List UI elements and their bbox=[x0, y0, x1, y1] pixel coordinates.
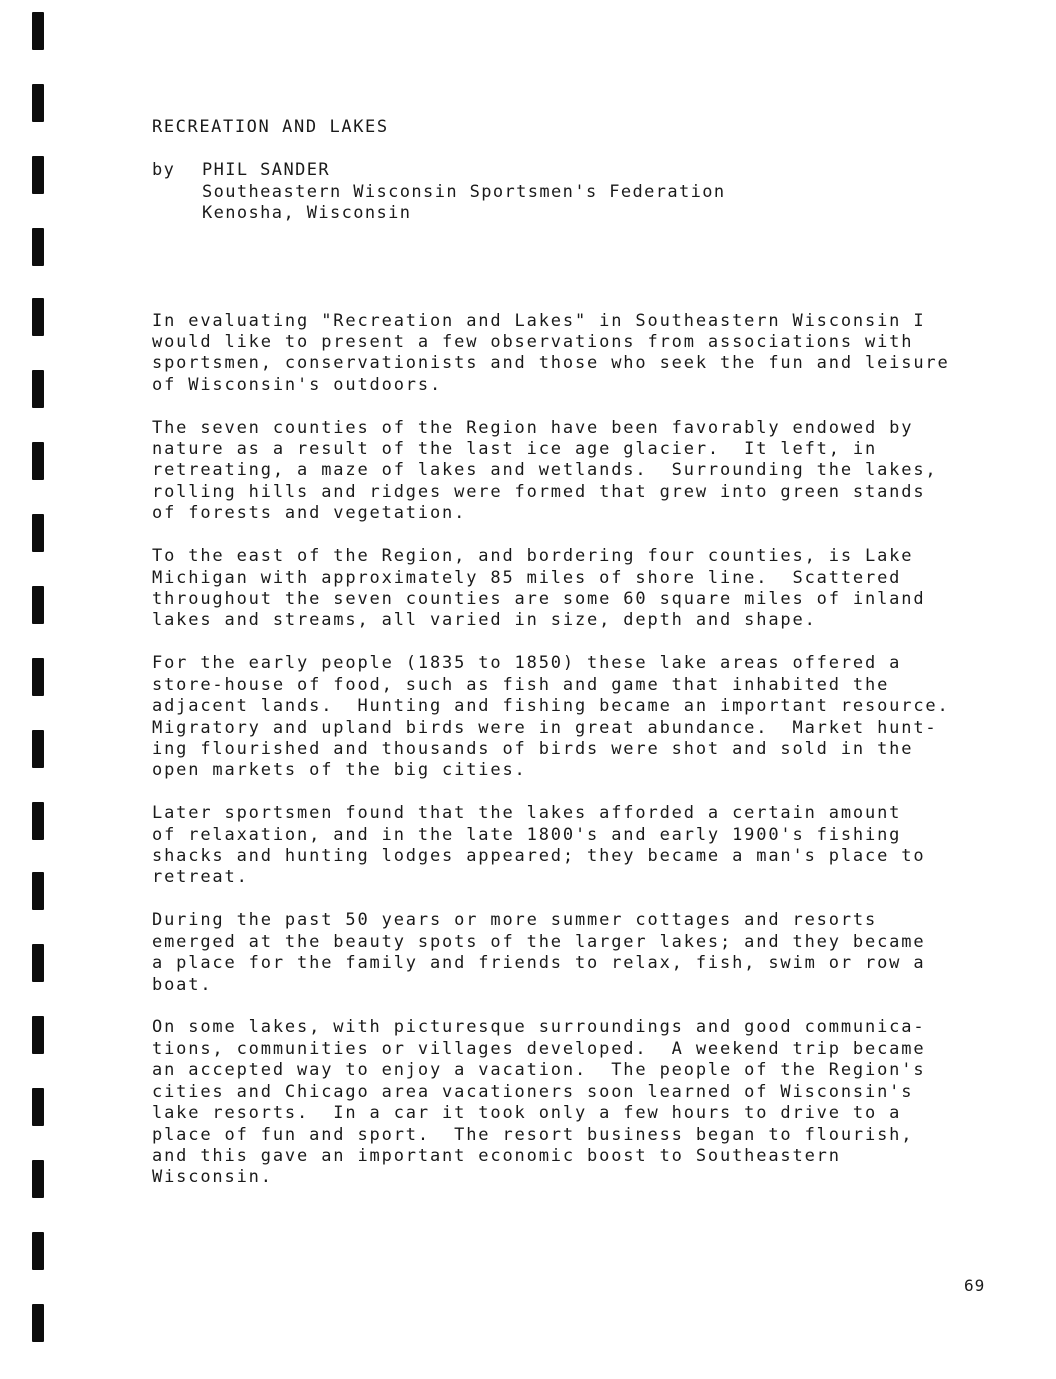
text-line: of relaxation, and in the late 1800's and early 1900's fishing bbox=[152, 824, 902, 845]
text-line: tions, communities or villages developed. A weekend trip became bbox=[152, 1038, 926, 1059]
document-title: RECREATION AND LAKES bbox=[152, 117, 389, 137]
text-line: For the early people (1835 to 1850) these lake areas offered a bbox=[152, 653, 902, 674]
text-line: emerged at the beauty spots of the larger lakes; and they became bbox=[152, 931, 926, 952]
text-line: rolling hills and ridges were formed that grew into green stands bbox=[152, 481, 926, 502]
text-line: sportsmen, conservationists and those who seek the fun and leisure bbox=[152, 353, 950, 374]
text-line: Michigan with approximately 85 miles of shore line. Scattered bbox=[152, 567, 902, 588]
text-line: lake resorts. In a car it took only a few hours to drive to a bbox=[152, 1103, 902, 1124]
paragraph bbox=[152, 653, 1002, 781]
text-line: adjacent lands. Hunting and fishing became an important resource. bbox=[152, 696, 950, 717]
text-line: throughout the seven counties are some 60 square miles of inland bbox=[152, 588, 926, 609]
paragraph bbox=[152, 910, 1002, 996]
text-line: store-house of food, such as fish and game that inhabited the bbox=[152, 674, 890, 695]
byline bbox=[152, 160, 1002, 225]
binding-mark bbox=[32, 730, 44, 768]
text-line: In evaluating "Recreation and Lakes" in Southeastern Wisconsin I bbox=[152, 310, 926, 331]
binding-mark bbox=[32, 872, 44, 910]
binding-mark bbox=[32, 1232, 44, 1270]
paragraph bbox=[152, 311, 1002, 397]
by-label: by bbox=[152, 160, 176, 180]
text-line: lakes and streams, all varied in size, depth and shape. bbox=[152, 610, 817, 631]
binding-marks bbox=[32, 0, 46, 1379]
binding-mark bbox=[32, 156, 44, 194]
binding-mark bbox=[32, 658, 44, 696]
author-block bbox=[202, 160, 726, 225]
text-line: a place for the family and friends to relax, fish, swim or row a bbox=[152, 953, 926, 974]
binding-mark bbox=[32, 84, 44, 122]
author-affiliation: Southeastern Wisconsin Sportsmen's Federation bbox=[202, 181, 726, 202]
text-line: boat. bbox=[152, 974, 213, 995]
text-line: Migratory and upland birds were in great abundance. Market hunt- bbox=[152, 717, 938, 738]
text-line: open markets of the big cities. bbox=[152, 760, 527, 781]
binding-mark bbox=[32, 12, 44, 50]
binding-mark bbox=[32, 586, 44, 624]
text-line: cities and Chicago area vacationers soon learned of Wisconsin's bbox=[152, 1081, 914, 1102]
paragraph bbox=[152, 418, 1002, 525]
binding-mark bbox=[32, 1304, 44, 1342]
text-line: retreating, a maze of lakes and wetlands. Surrounding the lakes, bbox=[152, 460, 938, 481]
binding-mark bbox=[32, 442, 44, 480]
text-line: shacks and hunting lodges appeared; they became a man's place to bbox=[152, 846, 926, 867]
text-line: To the east of the Region, and bordering four counties, is Lake bbox=[152, 546, 914, 567]
binding-mark bbox=[32, 370, 44, 408]
author-location: Kenosha, Wisconsin bbox=[202, 203, 412, 223]
text-line: place of fun and sport. The resort business began to flourish, bbox=[152, 1124, 914, 1145]
binding-mark bbox=[32, 298, 44, 336]
text-line: of Wisconsin's outdoors. bbox=[152, 374, 443, 395]
document-content bbox=[152, 116, 1002, 1210]
text-line: Later sportsmen found that the lakes afforded a certain amount bbox=[152, 803, 902, 824]
binding-mark bbox=[32, 802, 44, 840]
paragraph bbox=[152, 1017, 1002, 1188]
text-line: of forests and vegetation. bbox=[152, 503, 467, 524]
binding-mark bbox=[32, 228, 44, 266]
body-text bbox=[152, 311, 1002, 1189]
text-line: Wisconsin. bbox=[152, 1167, 273, 1188]
binding-mark bbox=[32, 1088, 44, 1126]
paragraph bbox=[152, 803, 1002, 889]
text-line: would like to present a few observations from associations with bbox=[152, 331, 914, 352]
text-line: On some lakes, with picturesque surroundings and good communica- bbox=[152, 1017, 926, 1038]
binding-mark bbox=[32, 1016, 44, 1054]
text-line: an accepted way to enjoy a vacation. The people of the Region's bbox=[152, 1060, 926, 1081]
paragraph bbox=[152, 546, 1002, 632]
page-number: 69 bbox=[964, 1276, 986, 1295]
binding-mark bbox=[32, 1160, 44, 1198]
author-name: PHIL SANDER bbox=[202, 160, 330, 180]
binding-mark bbox=[32, 514, 44, 552]
text-line: During the past 50 years or more summer cottages and resorts bbox=[152, 910, 878, 931]
text-line: retreat. bbox=[152, 867, 249, 888]
binding-mark bbox=[32, 944, 44, 982]
text-line: nature as a result of the last ice age glacier. It left, in bbox=[152, 439, 878, 460]
text-line: ing flourished and thousands of birds were shot and sold in the bbox=[152, 738, 914, 759]
text-line: and this gave an important economic boost to Southeastern bbox=[152, 1145, 841, 1166]
text-line: The seven counties of the Region have been favorably endowed by bbox=[152, 417, 914, 438]
